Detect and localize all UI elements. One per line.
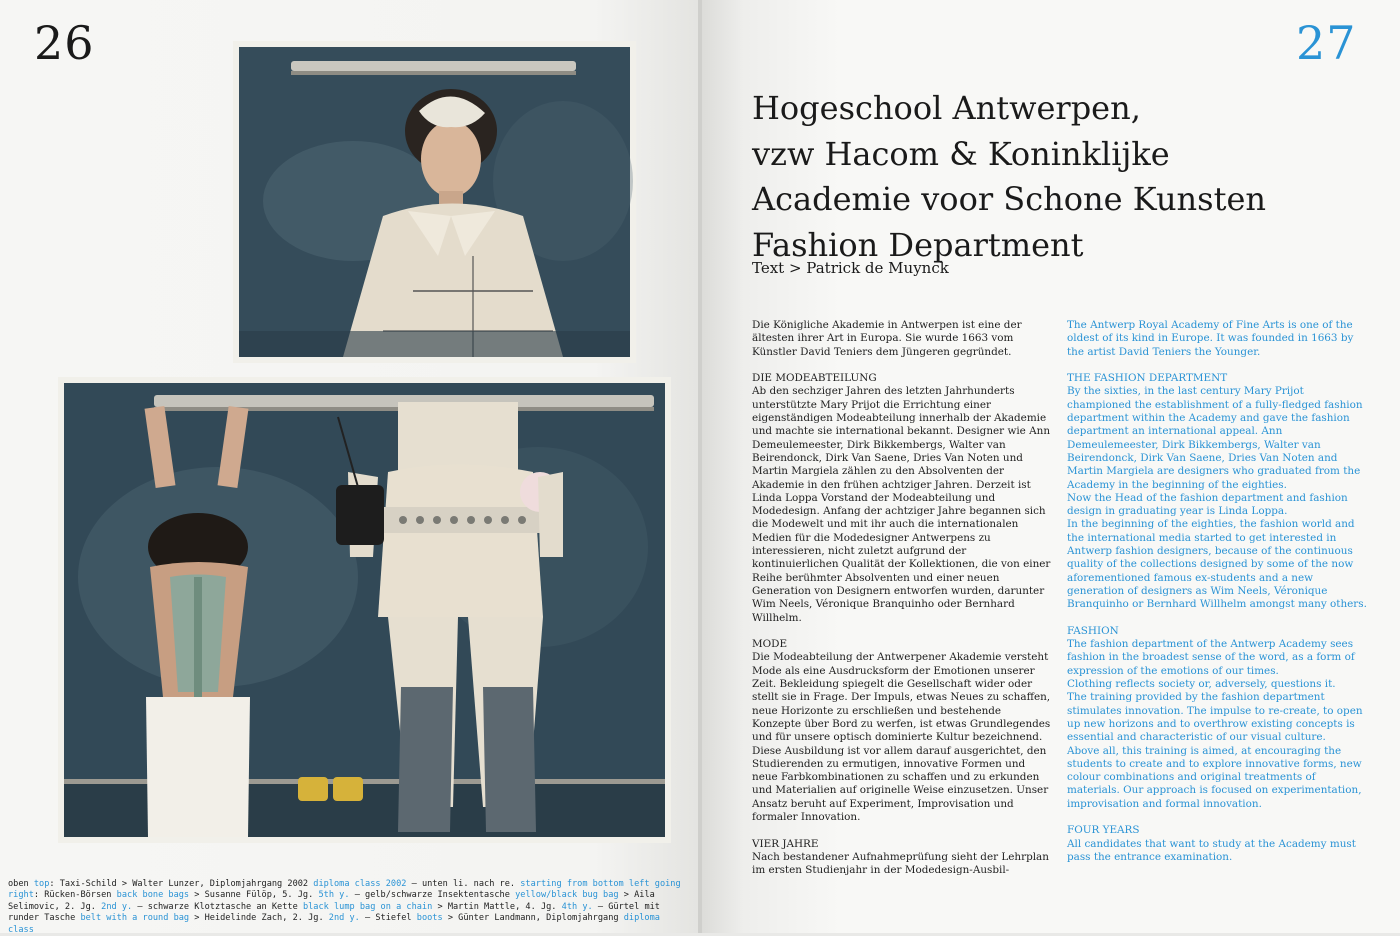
caption-english-run: diploma class 2002 (313, 879, 407, 889)
photo-student-portrait (233, 41, 636, 363)
caption-english-run: back bone bags (116, 890, 190, 901)
caption-german-run: > Aila Selimovic, 2. Jg. (8, 890, 655, 912)
article-section (1067, 824, 1367, 864)
caption-german-run: : Rücken-Börsen (33, 890, 117, 901)
article-section (1067, 625, 1367, 811)
section-paragraph: The fashion department of the Antwerp Academy sees fashion in the broadest sense of the word, as a form of expression of the emotions of our times. (1067, 638, 1355, 677)
caption-english-run: diploma class (8, 913, 660, 935)
photo-models-chalkboard (58, 377, 671, 843)
section-heading: DIE MODEABTEILUNG (752, 372, 877, 385)
caption-german-run: – Stiefel (359, 913, 417, 924)
article-byline: Text > Patrick de Muynck (752, 259, 949, 277)
section-heading: MODE (752, 638, 788, 651)
caption-german-run: – Gürtel mit runder Tasche (8, 901, 660, 924)
article-title (752, 86, 1372, 268)
caption-german-run: > Martin Mattle, 4. Jg. (432, 901, 562, 912)
caption-german-run: > Günter Landmann, Diplomjahrgang (442, 913, 624, 924)
intro-paragraph: Die Königliche Akademie in Antwerpen ist eine der ältesten ihrer Art in Europa. Sie wurde 1663 vom Künstler David Teniers dem Jüngeren gegründet. (752, 319, 1022, 358)
section-heading: FOUR YEARS (1067, 824, 1140, 837)
section-paragraph: Nach bestandener Aufnahmeprüfung sieht der Lehrplan im ersten Studienjahr in der Modedesign-Ausbil- (752, 850, 1049, 877)
article-section (752, 638, 1052, 824)
section-heading: VIER JAHRE (752, 837, 819, 850)
section-paragraph: In the beginning of the eighties, the fashion world and the international media started to get interested in Antwerp fashion designers, because of the continuous quality of the collections designed by some of the now aforementioned famous ex-students and a new generation of designers as Wim Neels, Véronique Branquinho or Bernhard Willhelm amongst many others. (1067, 518, 1367, 611)
section-paragraph: Ab den sechziger Jahren des letzten Jahrhunderts unterstützte Mary Prijot die Errichtung einer eigenständigen Modeabteilung innerhalb der Akademie und machte sie international bekannt. Designer wie Ann Demeulemeester, Dirk Bikkembergs, Walter van Beirendonck, Dirk Van Saene, Dries Van Noten und Martin Margiela zählen zu den Absolventen der Akademie in den frühen achtziger Jahren. Derzeit ist Linda Loppa Vorstand der Modeabteilung und Modedesign. Anfang der achtziger Jahre begannen sich die Modewelt und mit ihr auch die internationalen Medien für die Modedesigner Antwerpens zu interessieren, nicht zuletzt aufgrund der kontinuierlichen Qualität der Kollektionen, die von einer Reihe berühmter Absolventen und einer neuen Generation von Designern entworfen wurden, darunter Wim Neels, Véronique Branquinho oder Bernhard Willhelm. (752, 385, 1051, 624)
page-number-left: 26 (34, 16, 95, 70)
english-text-column (1067, 319, 1367, 877)
caption-english-run: starting from bottom left going right (8, 879, 681, 901)
caption-german-run: oben (8, 879, 34, 889)
caption-english-run: 2nd y. (101, 901, 133, 912)
caption-german-run: > Heidelinde Zach, 2. Jg. (189, 913, 329, 924)
section-paragraph: Die Modeabteilung der Antwerpener Akademie versteht Mode als eine Ausdrucksform der Emotionen unserer Zeit. Bekleidung spiegelt die Gesellschaft wider oder stellt sie in Frage. Der Impuls, etwas Neues zu schaffen, neue Horizonte zu erschließen und bestehende Konzepte über Bord zu werfen, ist etwas Grundlegendes und für unsere optisch dominierte Kultur bezeichnend. Diese Ausbildung ist vor allem darauf ausgerichtet, den Studierenden zu ermutigen, innovative Formen und neue Farbkombinationen zu schaffen und zu erkunden und Materialien auf originelle Weise einzusetzen. Unser Ansatz beruht auf Experiment, Improvisation und formaler Innovation. (752, 651, 1051, 823)
caption-german-run: – gelb/schwarze Insektentasche (349, 890, 516, 901)
section-paragraph: All candidates that want to study at the Academy must pass the entrance examination. (1067, 837, 1356, 863)
caption-english-run: 2nd y. (328, 913, 360, 924)
caption-german-run: – unten li. nach re. (406, 879, 521, 889)
section-paragraph: Now the Head of the fashion department and fashion design in graduating year is Linda Loppa. (1067, 491, 1348, 518)
title-line: Fashion Department (752, 225, 1084, 264)
caption-english-run: black lump bag on a chain (302, 901, 433, 912)
left-page (0, 0, 698, 933)
caption-english-run: yellow/black bug bag (515, 890, 619, 901)
caption-english-run: boots (416, 913, 443, 924)
section-heading: FASHION (1067, 624, 1119, 637)
title-line: Hogeschool Antwerpen, (752, 89, 1141, 127)
article-section (1067, 372, 1367, 611)
article-section (752, 838, 1052, 878)
caption-english-run: belt with a round bag (80, 913, 190, 924)
page-number-right: 27 (1296, 16, 1357, 70)
intro-paragraph: The Antwerp Royal Academy of Fine Arts is one of the oldest of its kind in Europe. It was founded in 1663 by the artist David Teniers the Younger. (1067, 319, 1354, 358)
title-line: Academie voor Schone Kunsten (752, 180, 1266, 218)
section-paragraph: Clothing reflects society or, adversely, questions it. (1067, 678, 1336, 691)
caption-german-run: – schwarze Klotztasche an Kette (132, 901, 303, 912)
section-paragraph: Above all, this training is aimed, at encouraging the students to create and to explore innovative forms, new colour combinations and original treatments of materials. Our approach is focused on experimentation, improvisation and formal innovation. (1067, 744, 1362, 810)
german-text-column (752, 319, 1052, 891)
right-page (702, 0, 1400, 933)
caption-german-run: : Taxi-Schild > Walter Lunzer, Diplomjahrgang 2002 (49, 879, 314, 889)
photo-caption (8, 879, 688, 936)
caption-english-run: 4th y. (561, 901, 593, 912)
title-line: vzw Hacom & Koninklijke (752, 134, 1170, 173)
section-heading: THE FASHION DEPARTMENT (1067, 372, 1228, 385)
caption-german-run: > Susanne Fülöp, 5. Jg. (189, 890, 319, 901)
article-section (752, 372, 1052, 625)
caption-english-run: top (33, 879, 50, 889)
section-paragraph: By the sixties, in the last century Mary Prijot championed the establishment of a fully-fledged fashion department within the Academy and gave the fashion department an international appeal. Ann Demeulemeester, Dirk Bikkembergs, Walter van Beirendonck, Dirk Van Saene, Dries Van Noten and Martin Margiela are designers who graduated from the Academy in the beginning of the eighties. (1067, 385, 1363, 491)
photo-student-portrait-image (233, 41, 636, 363)
caption-english-run: 5th y. (318, 890, 350, 901)
section-paragraph: The training provided by the fashion department stimulates innovation. The impulse to re-create, to open up new horizons and to overthrow existing concepts is essential and characteristic of our visual culture. (1067, 691, 1363, 744)
photo-models-chalkboard-image (58, 377, 671, 843)
